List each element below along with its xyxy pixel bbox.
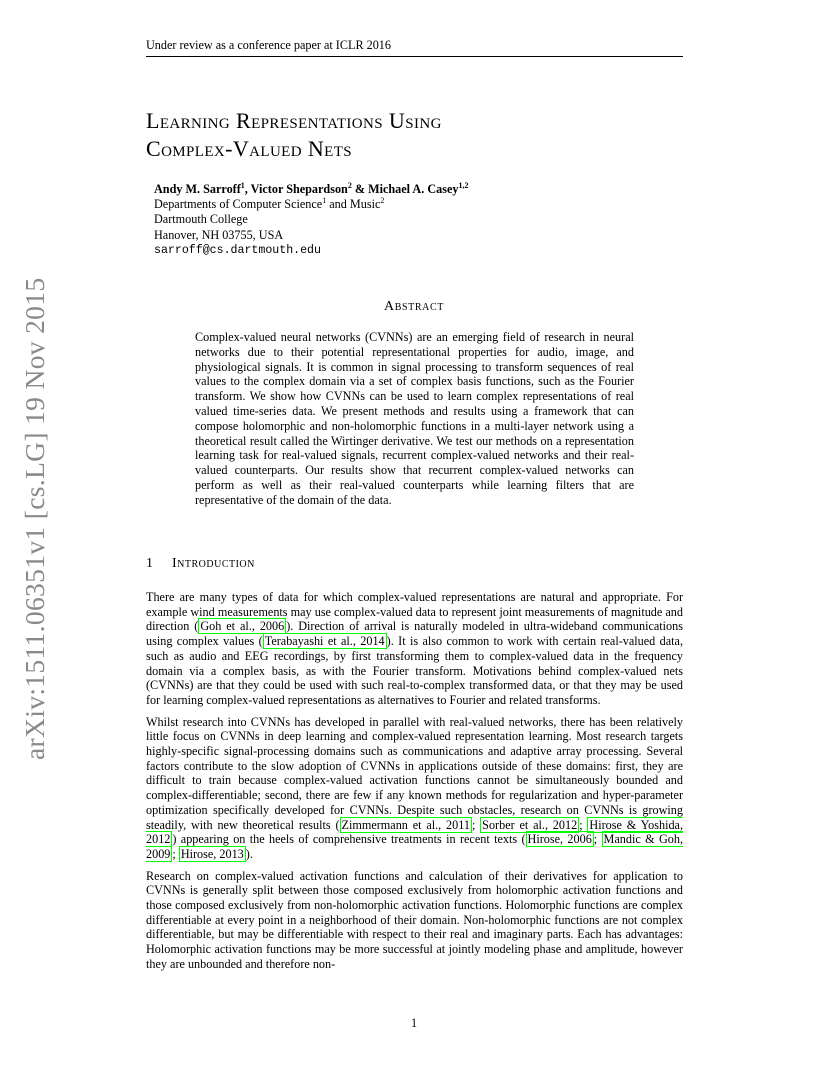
citation-link[interactable]: Goh et al., 2006 xyxy=(200,619,285,634)
affiliation-departments: Departments of Computer Science$^1$ and Music$^2$ xyxy=(154,196,385,212)
abstract-heading: Abstract xyxy=(384,299,444,314)
abstract-text: Complex-valued neural networks (CVNNs) are an emerging field of research in neural networks due to their potential representational properties for audio, image, and physiological signals. It is common in signal processing to transform sequences of real values to the complex domain via a set of complex basis functions, such as the Fourier transform. We show how CVNNs can be used to learn complex representations of real valued time-series data. We present methods and results using a framework that can compose holomorphic and non-holomorphic functions in a multi-layer network using a theoretical result called the Wirtinger derivative. We test our methods on a representation learning task for real-valued signals, recurrent complex-valued networks and their real-valued counterparts. Our results show that recurrent complex-valued networks can perform as well as their real-valued counterparts while learning filters that are representative of the domain of the data. xyxy=(195,330,634,507)
author-block xyxy=(154,182,674,258)
author-1-affil: 1 xyxy=(240,180,245,190)
paragraph-3: Research on complex-valued activation functions and calculation of their derivatives for application to CVNNs is generally split between those composed exclusively from holomorphic activation functions and those composed exclusively from non-holomorphic activation functions. Holomorphic functions are complex differentiable at every point in a neighborhood of their domain. Non-holomorphic functions are not complex differentiable, but may be differentiable with respect to their real and imaginary parts. Each has advantages: Holomorphic activation functions may be more successful at jointly modeling phase and amplitude, however they are unbounded and therefore non- xyxy=(146,868,683,971)
section-title: Introduction xyxy=(172,556,255,571)
citation-link[interactable]: Hirose & Yoshida, 2012 xyxy=(146,817,684,847)
author-2-affil: 2 xyxy=(347,180,352,190)
affiliation-institution: Dartmouth College xyxy=(154,212,248,227)
title-line-1: Learning Representations Using xyxy=(146,108,442,133)
author-3: Michael A. Casey xyxy=(368,182,459,196)
paper-title xyxy=(146,107,706,163)
author-1: Andy M. Sarroff xyxy=(154,182,241,196)
author-2: Victor Shepardson xyxy=(250,182,348,196)
paragraph-2: Whilst research into CVNNs has developed in parallel with real-valued networks, there has been relatively little focus on CVNNs in deep learning and complex-valued representation learning. Most research targets highly-specific signal-processing domains such as communications and adaptive array processing. Several factors contribute to the slow adoption of CVNNs in applications outside of these domains: first, they are difficult to train because complex-valued activation functions cannot be simultaneously bounded and complex-differentiable; second, there are few if any known methods for regularization and hyper-parameter optimization specifically developed for CVNNs. Despite such obstacles, research on CVNNs is growing steadily, with new theoretical results ( Zimmermann et al., 2011 ; Sorber et al., 2012 ; Hirose & Yoshida, 2012 ) appearing on the heels of comprehensive treatments in recent texts ( Hirose, 2006 ; Mandic & Goh, 2009 ; Hirose, 2013 ). xyxy=(146,714,684,861)
affiliation-address: Hanover, NH 03755, USA xyxy=(154,227,284,242)
author-sep: & xyxy=(351,182,369,196)
section-number: 1 xyxy=(146,556,154,571)
page-number: 1 xyxy=(410,1016,418,1030)
author-3-affil: 1,2 xyxy=(458,180,469,190)
title-line-2: Complex-Valued Nets xyxy=(146,136,353,161)
running-header: Under review as a conference paper at ICLR 2016 xyxy=(146,38,683,57)
paragraph-1: There are many types of data for which complex-valued representations are natural and appropriate. For example wind measurements may use complex-valued data to represent joint measurements of magnitude and direction ( Goh et al., 2006 ). Direction of arrival is naturally modeled in ultra-wideband communications using complex values ( Terabayashi et al., 2014 ). It is also common to work with certain real-valued data, such as audio and EEG recordings, by first transforming them to complex-valued data in the frequency domain via a complex basis, as with the Fourier transform. Motivations behind complex-valued nets (CVNNs) are that they could be used with such real-to-complex transformed data, or that they may be used for learning complex-valued representations as alternatives to Fourier and related transforms. xyxy=(146,590,683,707)
citation-link[interactable]: Mandic & Goh, 2009 xyxy=(146,832,683,861)
section-heading xyxy=(146,556,686,572)
body-text xyxy=(146,590,683,979)
arxiv-identifier: arXiv:1511.06351v1 [cs.LG] 19 Nov 2015 xyxy=(19,277,50,760)
citation-link[interactable]: Hirose, 2013 xyxy=(180,846,244,861)
author-sep: , xyxy=(244,182,251,196)
citation-link[interactable]: Terabayashi et al., 2014 xyxy=(264,634,385,649)
citation-link[interactable]: Hirose, 2006 xyxy=(527,832,592,847)
citation-link[interactable]: Sorber et al., 2012 xyxy=(482,817,578,832)
author-names xyxy=(154,182,674,197)
author-email: sarroff@cs.dartmouth.edu xyxy=(154,243,321,257)
citation-link[interactable]: Zimmermann et al., 2011 xyxy=(341,817,470,832)
